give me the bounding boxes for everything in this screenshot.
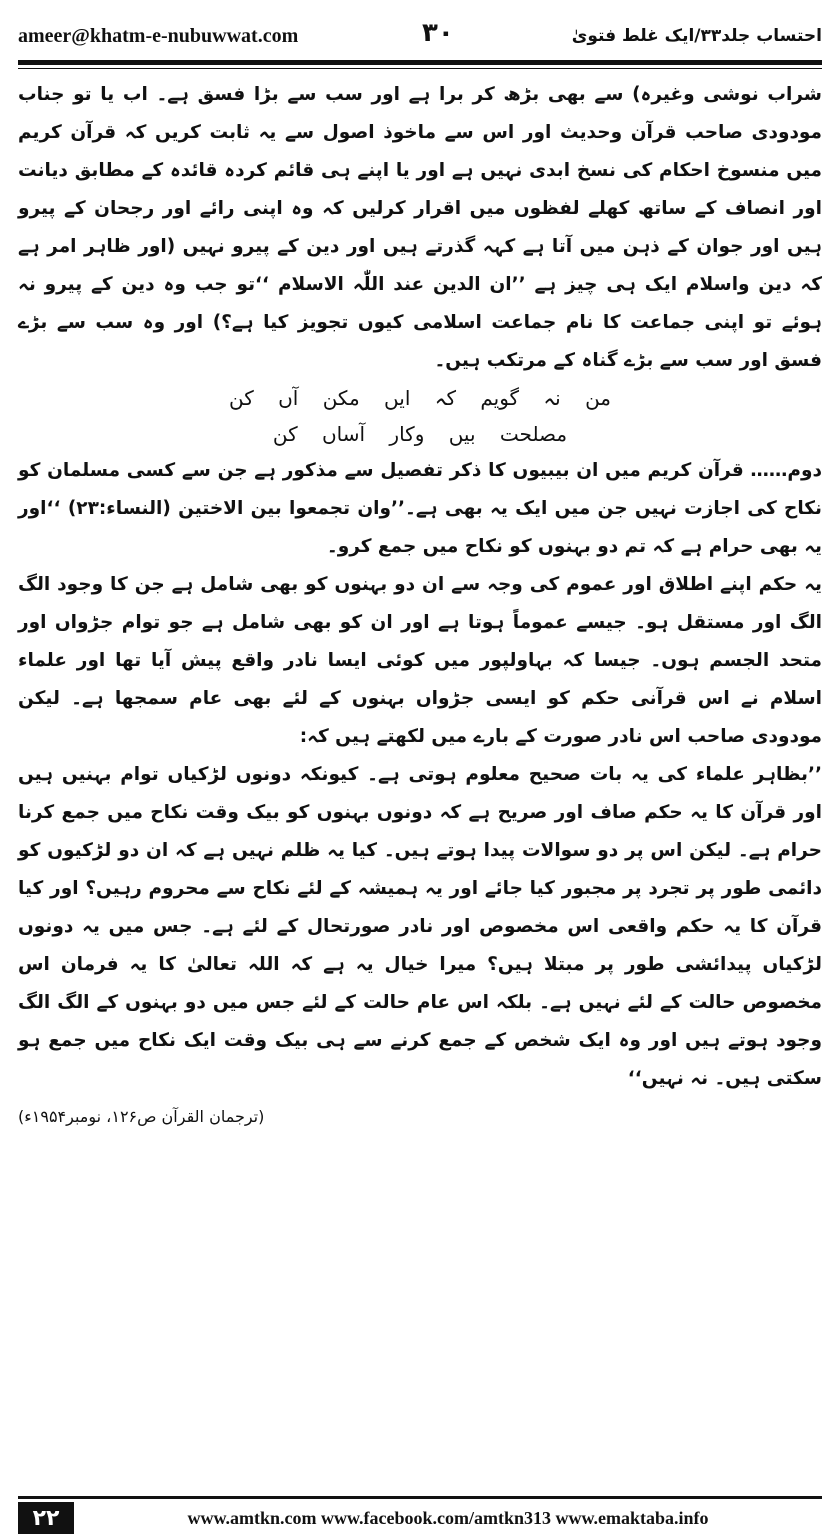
paragraph-4-quote: ’’بظاہر علماء کی یہ بات صحیح معلوم ہوتی ہے۔ کیونکہ دونوں لڑکیاں توام بہنیں ہیں اور قرآن کا یہ حکم صاف اور صریح ہے کہ دونوں بہنوں کو بیک وقت نکاح میں جمع کرنا حرام ہے۔ لیکن اس پر دو سوالات پیدا ہوتے ہیں۔ کیا یہ ظلم نہیں ہے کہ ان دو لڑکیوں کو دائمی طور پر تجرد پر مجبور کیا جائے اور یہ ہمیشہ کے لئے نکاح سے محروم رہیں؟ اور کیا قرآن کا یہ حکم واقعی اس مخصوص اور نادر صورتحال کے لئے ہے۔ جس میں یہ دونوں لڑکیاں پیدائشی طور پر مبتلا ہیں؟ میرا خیال یہ ہے کہ اللہ تعالیٰ کا یہ فرمان اس مخصوص حالت کے لئے نہیں ہے۔ بلکہ اس عام حالت کے لئے جس میں دو بہنوں کے الگ الگ وجود ہوتے ہیں اور وہ ایک شخص کے جمع کرنے سے ہی بیک وقت ایک نکاح میں جمع ہو سکتی ہیں۔ نہ نہیں‘‘ xyxy=(18,764,822,1089)
footer-page-number: ۲۲ xyxy=(18,1502,74,1534)
paragraph-3: یہ حکم اپنے اطلاق اور عموم کی وجہ سے ان دو بہنوں کو بھی شامل ہے جن کا وجود الگ الگ اور مستقل ہو۔ جیسے عموماً ہوتا ہے اور ان کو بھی شامل ہے جو توام جڑواں اور متحد الجسم ہوں۔ جیسا کہ بہاولپور میں کوئی ایسا نادر واقع پیش آیا تھا اور علماء اسلام نے اس قرآنی حکم کو ایسی جڑواں بہنوں کے لئے بھی عام سمجھا ہے۔ لیکن مودودی صاحب اس نادر صورت کے بارے میں لکھتے ہیں کہ: xyxy=(18,574,822,747)
header-title: احتساب جلد۳۳/ایک غلط فتویٰ xyxy=(571,26,822,46)
paragraph-2: دوم…… قرآن کریم میں ان بیبیوں کا ذکر تفصیل سے مذکور ہے جن سے کسی مسلمان کو نکاح کی اجازت نہیں جن میں ایک یہ بھی ہے۔’’وان تجمعوا بین الاختین (النساء:۲۳) ‘‘اور یہ بھی حرام ہے کہ تم دو بہنوں کو نکاح میں جمع کرو۔ xyxy=(18,460,822,557)
page-footer xyxy=(18,1502,822,1534)
page-body xyxy=(18,76,822,1136)
header-page-number: ۳۰ xyxy=(422,18,454,48)
header-rule-thin xyxy=(18,68,822,69)
verse-line-2: مصلحت بیں وکار آساں کن xyxy=(272,422,568,446)
header-email: ameer@khatm-e-nubuwwat.com xyxy=(18,24,299,47)
citation: (ترجمان القرآن ص۱۲۶، نومبر۱۹۵۴ء) xyxy=(18,1107,265,1126)
page-header xyxy=(18,18,822,54)
footer-links: www.amtkn.com www.facebook.com/amtkn313 www.emaktaba.info xyxy=(187,1507,709,1528)
footer-rule xyxy=(18,1496,822,1499)
paragraph-1: شراب نوشی وغیرہ) سے بھی بڑھ کر برا ہے اور سب سے بڑا فسق ہے۔ اب یا تو جناب مودودی صاحب قرآن وحدیث اور اس سے ماخوذ اصول سے یہ ثابت کریں کہ قرآن کریم میں منسوخ احکام کی نسخ ابدی نہیں ہے اور یا اپنے ہی قائم کردہ قائدہ کے مطابق دیانت اور انصاف کے ساتھ کھلے لفظوں میں اقرار کرلیں کہ وہ اپنی رائے اور رجحان کے پیرو ہیں اور جوان کے ذہن میں آتا ہے کہہ گذرتے ہیں اور دین کے پیرو نہیں (اور ظاہر امر ہے کہ دین واسلام ایک ہی چیز ہے ’’ان الدین عند اللّٰہ الاسلام ‘‘تو جب وہ دین کے پیرو نہ ہوئے تو اپنی جماعت کا نام جماعت اسلامی کیوں تجویز کیا ہے؟) اور وہ سب سے بڑے فسق اور سب سے بڑے گناہ کے مرتکب ہیں۔ xyxy=(18,84,822,371)
header-rule xyxy=(18,60,822,65)
verse-line-1: من نہ گویم کہ ایں مکن آں کن xyxy=(228,386,611,410)
